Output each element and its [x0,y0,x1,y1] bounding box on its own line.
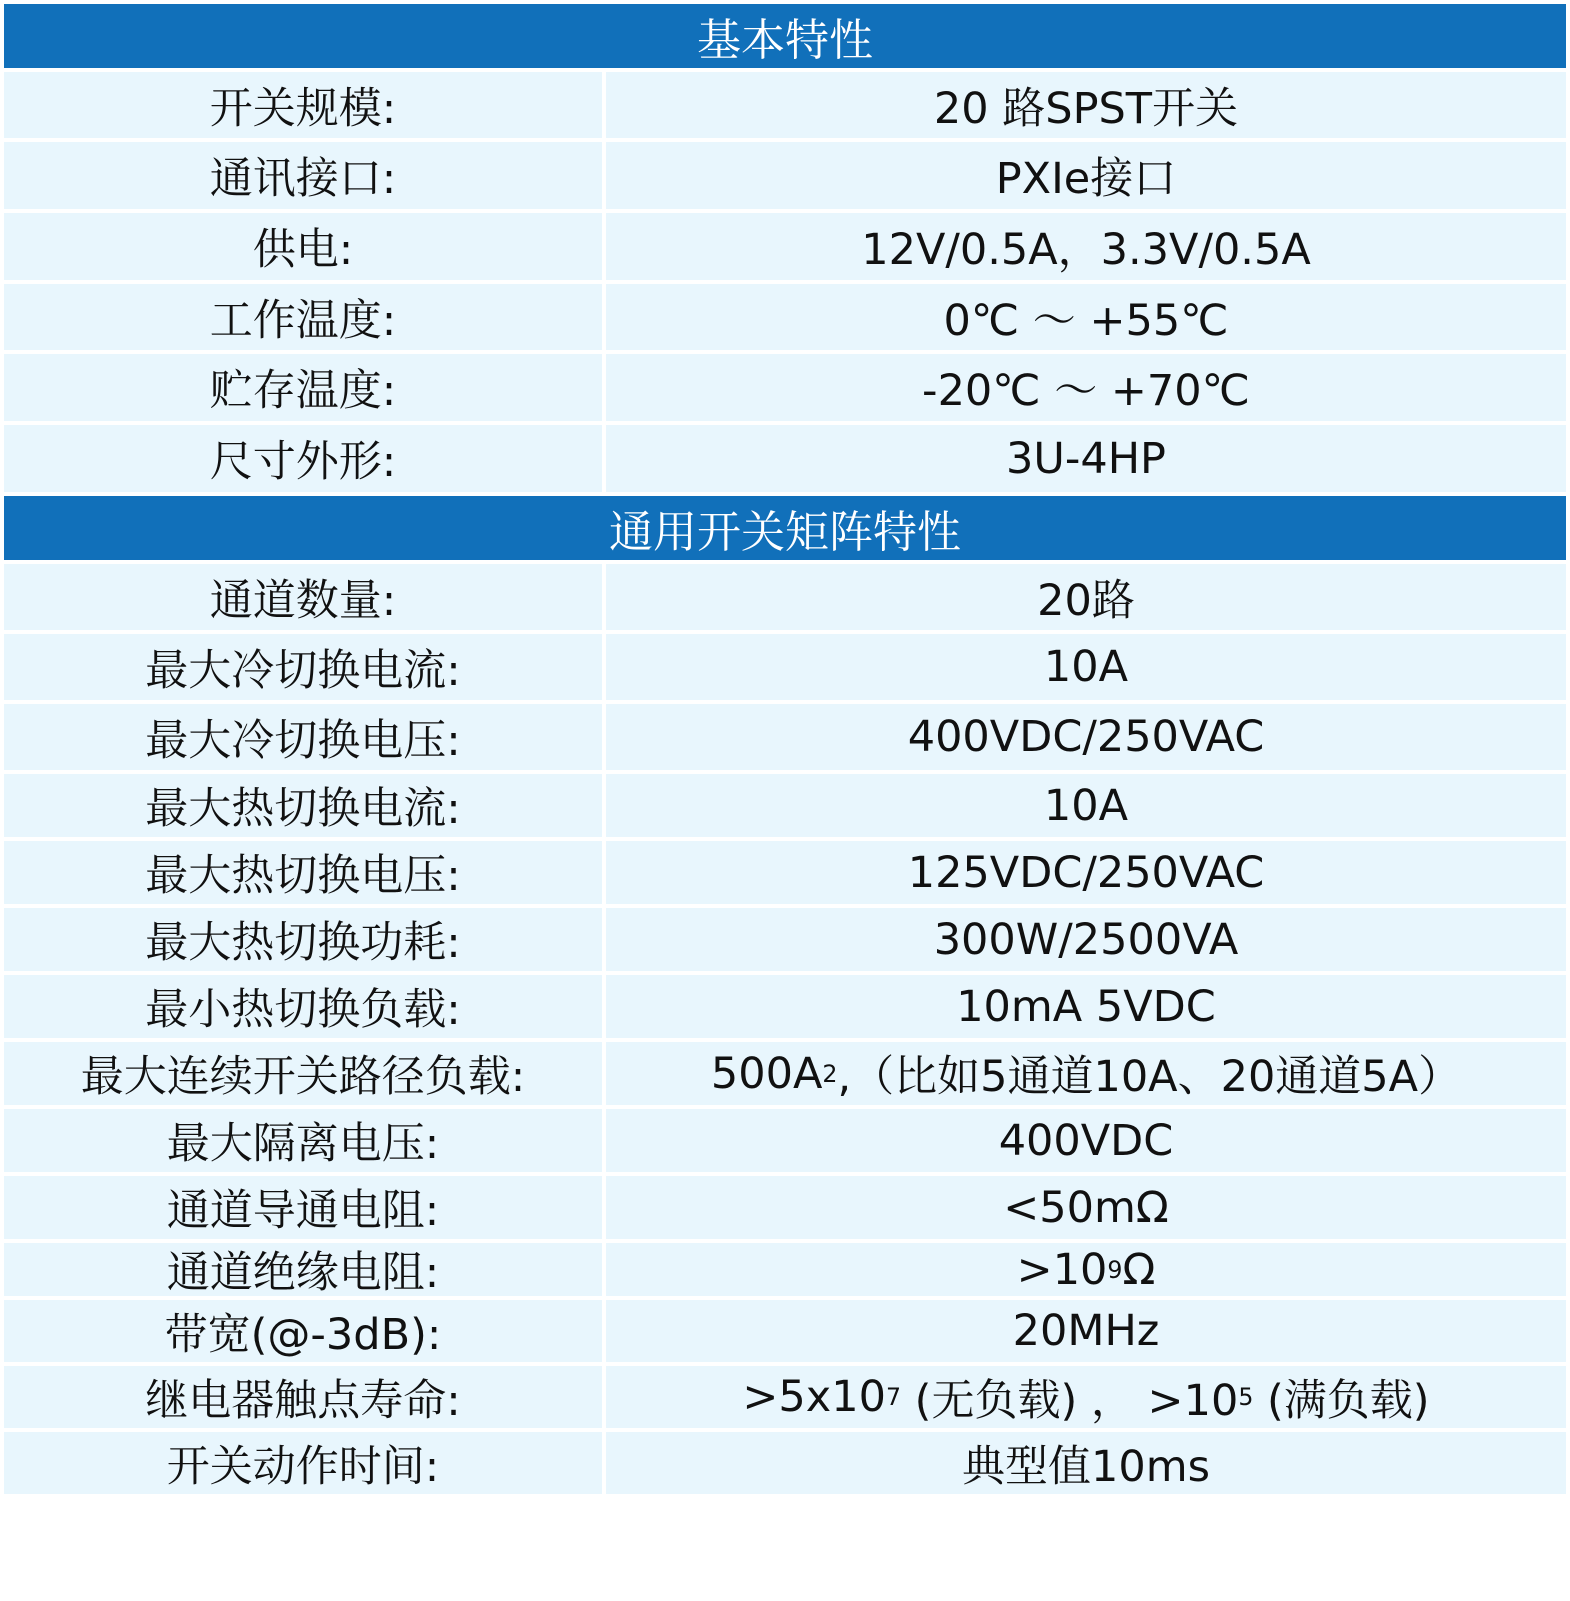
row-label: 带宽(@-3dB): [4,1300,602,1362]
row-label: 通道绝缘电阻: [4,1243,602,1296]
row-value: 400VDC/250VAC [606,704,1566,770]
row-value: 300W/2500VA [606,908,1566,971]
row-label: 开关动作时间: [4,1432,602,1494]
table-row [4,774,1566,837]
value-text: (无负载) ， >10 [901,1375,1239,1426]
row-label: 最大隔离电压: [4,1109,602,1172]
table-row [4,1176,1566,1239]
row-value: 20 路SPST开关 [606,72,1566,138]
row-value: 12V/0.5A，3.3V/0.5A [606,213,1566,280]
row-label: 工作温度: [4,284,602,350]
row-value: >10 9 Ω [606,1243,1566,1296]
table-row [4,72,1566,138]
row-label: 供电: [4,213,602,280]
row-label: 最大连续开关路径负载: [4,1042,602,1105]
row-label: 通道数量: [4,564,602,630]
table-row [4,908,1566,971]
row-label: 继电器触点寿命: [4,1366,602,1428]
row-label: 通道导通电阻: [4,1176,602,1239]
table-row [4,1432,1566,1494]
table-row [4,841,1566,904]
row-value: PXIe接口 [606,142,1566,209]
table-row [4,354,1566,421]
table-row [4,142,1566,209]
row-value: 0℃ ～ +55℃ [606,284,1566,350]
table-row [4,564,1566,630]
table-row [4,284,1566,350]
row-label: 贮存温度: [4,354,602,421]
row-value: 400VDC [606,1109,1566,1172]
row-label: 通讯接口: [4,142,602,209]
row-label: 最小热切换负载: [4,975,602,1038]
table-row [4,1109,1566,1172]
table-row [4,975,1566,1038]
row-value: -20℃ ～ +70℃ [606,354,1566,421]
section-header-matrix: 通用开关矩阵特性 [4,496,1566,560]
section-header-basic: 基本特性 [4,4,1566,68]
row-value: 500A 2 ,（比如5通道10A、20通道5A） [606,1042,1566,1105]
table-row [4,213,1566,280]
row-value: 20MHz [606,1300,1566,1362]
row-label: 最大冷切换电压: [4,704,602,770]
row-value: <50mΩ [606,1176,1566,1239]
table-row [4,1042,1566,1105]
table-row [4,1243,1566,1296]
row-label: 最大热切换功耗: [4,908,602,971]
value-text: 500A [710,1048,823,1099]
value-text: Ω [1122,1244,1156,1295]
value-text: ,（比如5通道10A、20通道5A） [837,1052,1462,1102]
row-value: 典型值10ms [606,1432,1566,1494]
row-label: 尺寸外形: [4,425,602,492]
table-row [4,704,1566,770]
row-label: 最大热切换电流: [4,774,602,837]
table-row [4,634,1566,700]
table-row [4,1300,1566,1362]
row-value: 125VDC/250VAC [606,841,1566,904]
row-value: 10mA 5VDC [606,975,1566,1038]
value-text: >5x10 [742,1372,886,1422]
row-value: 20路 [606,564,1566,630]
row-value: 10A [606,774,1566,837]
table-row [4,1366,1566,1428]
row-value: 10A [606,634,1566,700]
row-label: 开关规模: [4,72,602,138]
row-label: 最大冷切换电流: [4,634,602,700]
value-text: >10 [1016,1244,1108,1295]
row-value: >5x10 7 (无负载) ， >10 5 (满负载) [606,1366,1566,1428]
value-text: (满负载) [1253,1375,1430,1426]
row-label: 最大热切换电压: [4,841,602,904]
table-row [4,425,1566,492]
row-value: 3U-4HP [606,425,1566,492]
spec-table [4,4,1566,1494]
